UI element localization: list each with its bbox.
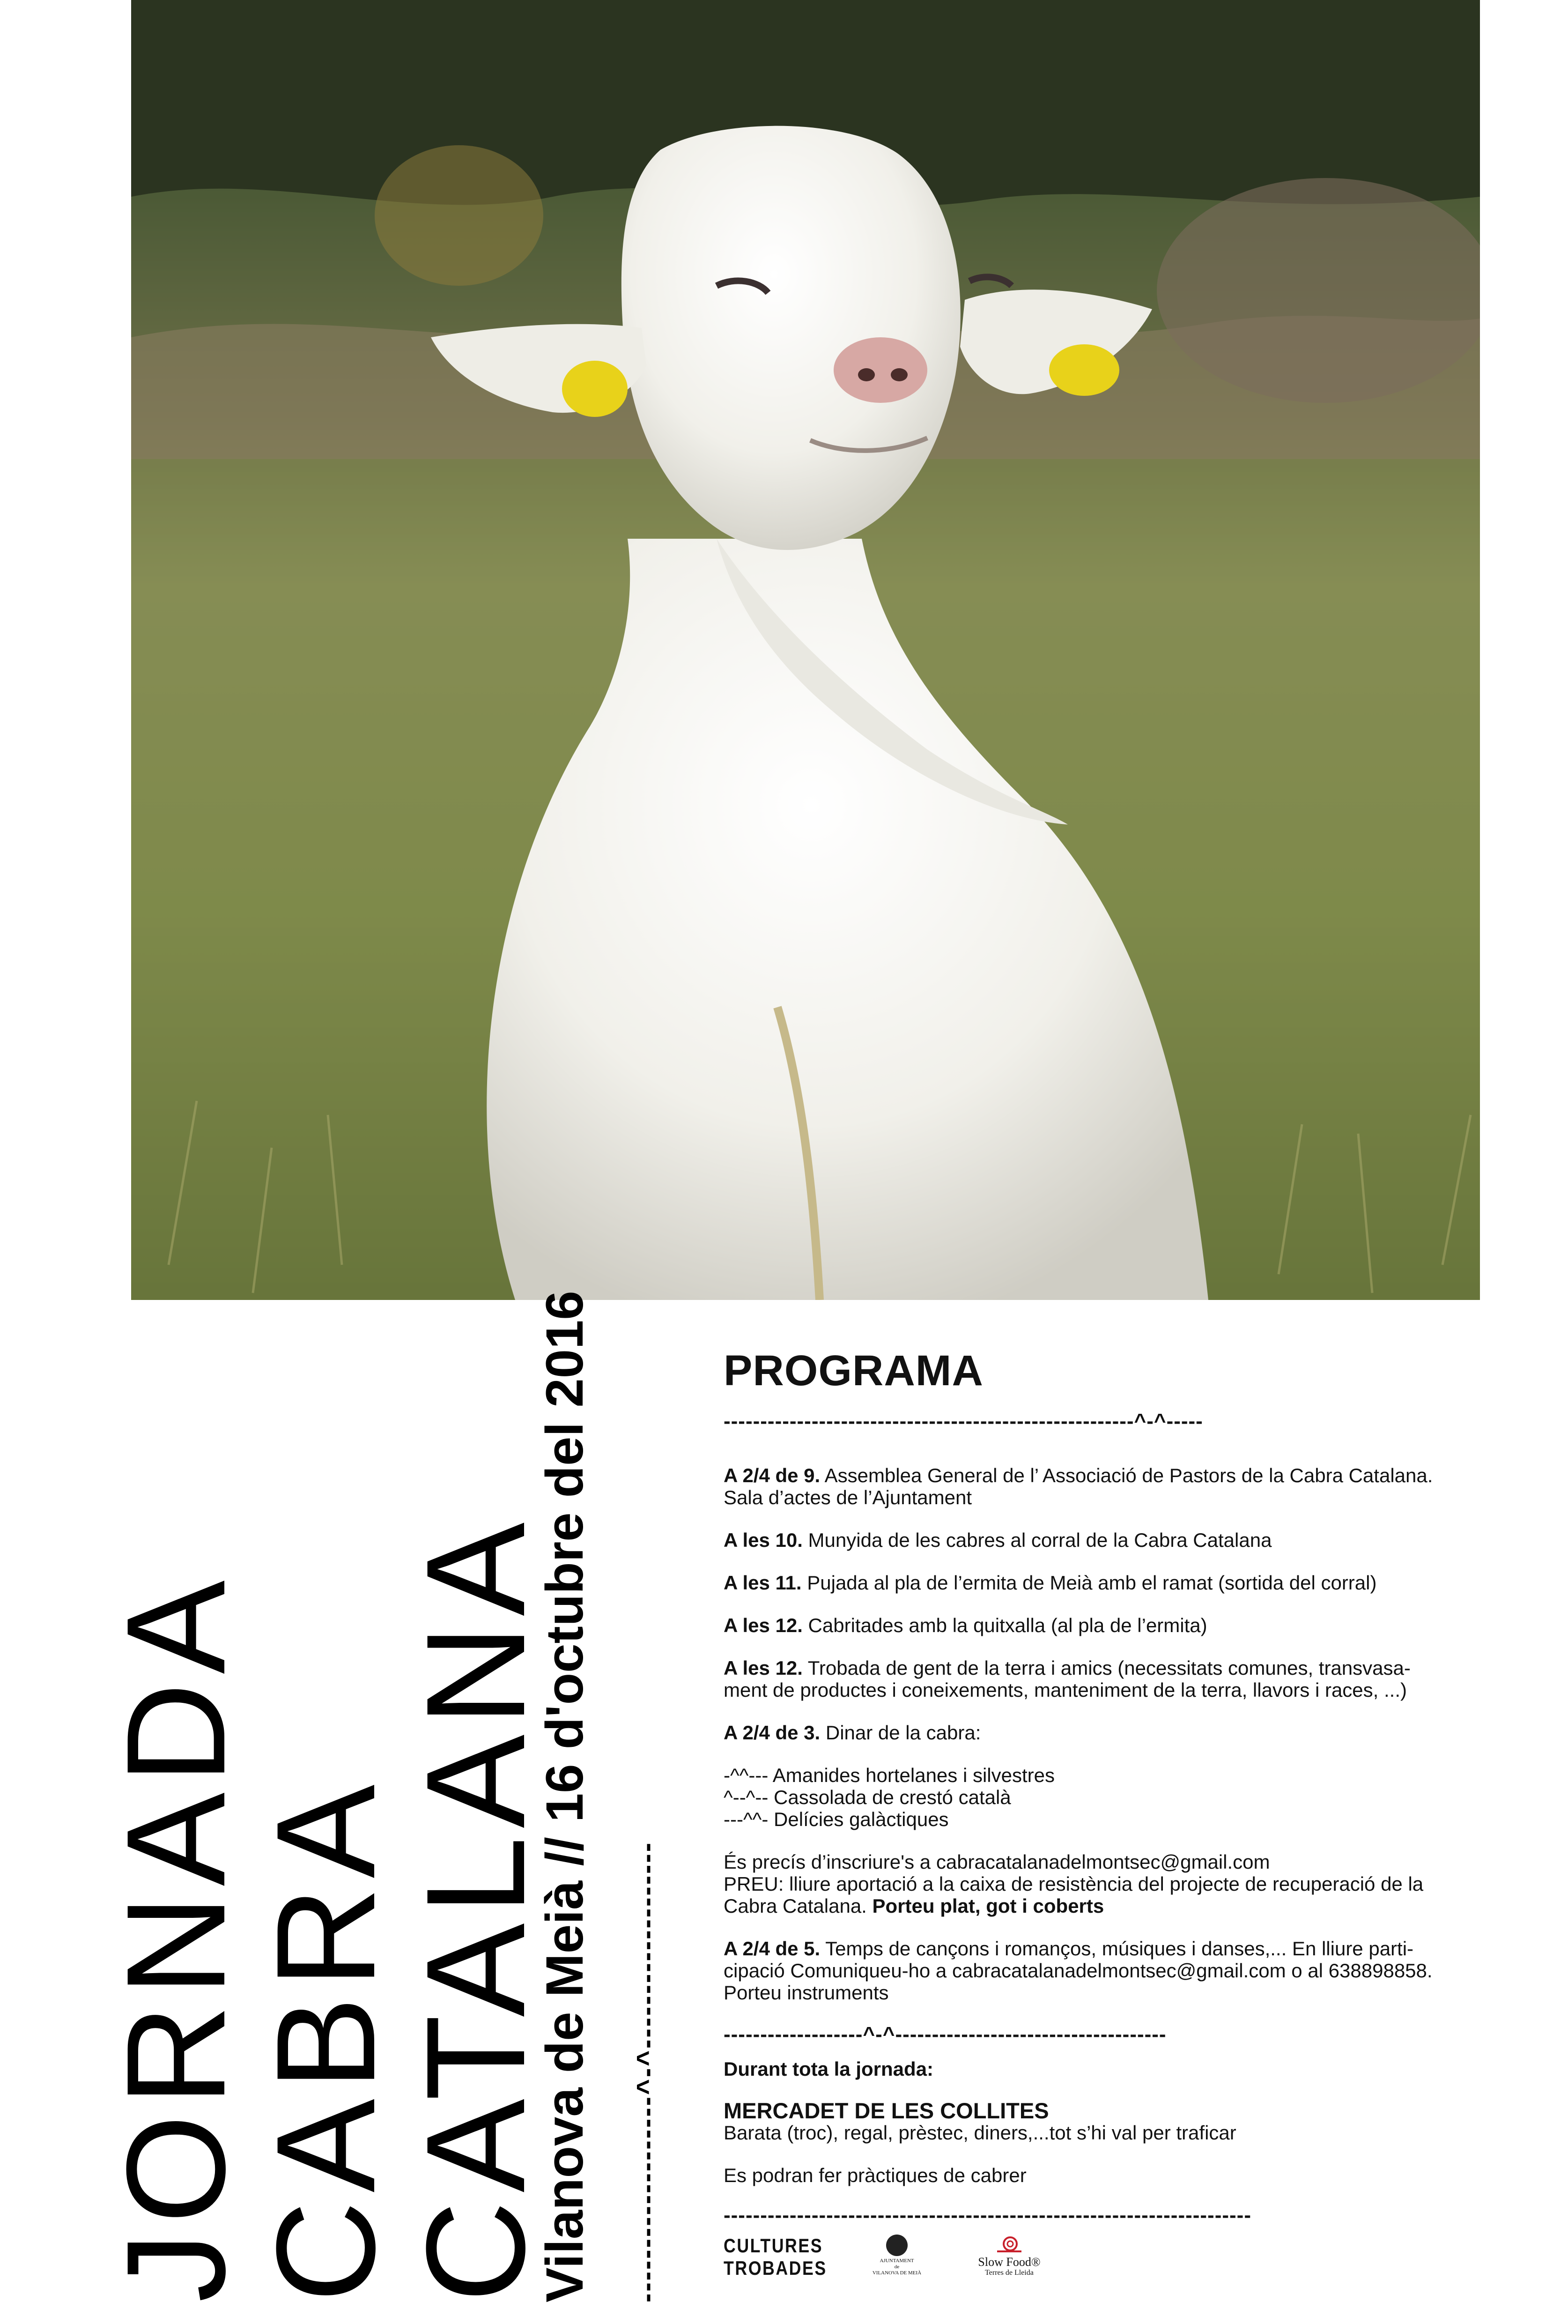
item-text-cont: cipació Comuniqueu-ho a cabracatalanadelmontsec@gmail.com o al 638898858. [724, 1960, 1433, 1982]
item-text: Cabritades amb la quitxalla (al pla de l’ermita) [802, 1614, 1207, 1636]
slow-food-name: Slow Food® [978, 2255, 1041, 2269]
title-line-cabra: CABRA [247, 1776, 404, 2302]
programme [724, 1349, 1496, 2226]
programme-item [724, 1722, 1496, 1744]
item-text-cont: Sala d’actes de l’Ajuntament [724, 1486, 972, 1508]
cultures-text: CULTURES [724, 2235, 823, 2257]
item-time: A 2/4 de 5. [724, 1938, 821, 1960]
vertical-separator: -------------------^-^------------------- [631, 1841, 662, 2302]
item-time: A 2/4 de 9. [724, 1464, 821, 1486]
all-day-heading: Durant tota la jornada: [724, 2058, 934, 2080]
divider-mid: -------------------^-^------------------------------------- [724, 2024, 1167, 2045]
registration-info [724, 1851, 1496, 1917]
menu-item: -^^--- Amanides hortelanes i silvestres [724, 1764, 1055, 1786]
item-text: Trobada de gent de la terra i amics (necessitats comunes, transvasa- [802, 1657, 1411, 1679]
programme-heading: PROGRAMA [724, 1347, 984, 1395]
menu-item: ---^^- Delícies galàctiques [724, 1808, 949, 1830]
town-seal-icon [886, 2235, 908, 2256]
place-date: Vilanova de Meià // 16 d'octubre del 2016 [535, 1291, 594, 2302]
item-text: Pujada al pla de l’ermita de Meià amb el ramat (sortida del corral) [801, 1572, 1377, 1594]
title-line-catalana: CATALANA [397, 1514, 554, 2302]
item-text: Temps de cançons i romanços, músiques i danses,... En lliure parti- [820, 1938, 1414, 1960]
ajuntament-logo [864, 2235, 930, 2276]
programme-item [724, 1657, 1496, 1701]
shepherd-practice-note: Es podran fer pràctiques de cabrer [724, 2164, 1027, 2186]
title-line-jornada: JORNADA [97, 1572, 254, 2302]
registration-email-line: És precís d’inscriure's a cabracatalanadelmontsec@gmail.com [724, 1851, 1270, 1873]
market-text: Barata (troc), regal, prèstec, diners,...tot s’hi val per traficar [724, 2122, 1236, 2144]
programme-item [724, 1572, 1496, 1594]
item-text: Dinar de la cabra: [820, 1722, 981, 1744]
menu-item: ^--^-- Cassolada de crestó català [724, 1786, 1011, 1808]
item-time: A 2/4 de 3. [724, 1722, 821, 1744]
slow-food-logo [958, 2235, 1061, 2277]
item-text: Munyida de les cabres al corral de la Cabra Catalana [802, 1529, 1272, 1551]
cultures-trobades-logo [724, 2235, 827, 2279]
ajuntament-line: AJUNTAMENT [880, 2258, 914, 2264]
ajuntament-line: VILANOVA DE MEIÀ [872, 2270, 922, 2276]
programme-item [724, 1614, 1496, 1636]
sponsor-logos [724, 2235, 1145, 2295]
item-time: A les 12. [724, 1614, 803, 1636]
item-text-cont: Porteu instruments [724, 1982, 889, 2004]
ajuntament-line: de [894, 2264, 900, 2270]
trobades-text: TROBADES [724, 2257, 827, 2279]
price-line: PREU: lliure aportació a la caixa de resistència del projecte de recuperació de la [724, 1873, 1424, 1895]
item-time: A les 12. [724, 1657, 803, 1679]
divider-bottom: ------------------------------------------------------------------------ [724, 2205, 1251, 2226]
bring-cutlery-note: Porteu plat, got i coberts [866, 1895, 1104, 1917]
item-text: Assemblea General de l’ Associació de Pastors de la Cabra Catalana. [820, 1464, 1433, 1486]
market-title: MERCADET DE LES COLLITES [724, 2098, 1049, 2123]
snail-icon [995, 2235, 1023, 2253]
goat-photo [131, 0, 1480, 1300]
lunch-menu [724, 1764, 1496, 1830]
programme-item [724, 1938, 1496, 2004]
item-time: A les 11. [724, 1572, 802, 1594]
programme-item [724, 1529, 1496, 1551]
programme-item [724, 1464, 1496, 1508]
item-text-cont: ment de productes i coneixements, manteniment de la terra, llavors i races, ...) [724, 1679, 1407, 1701]
divider-top: --------------------------------------------------------^-^----- [724, 1411, 1203, 1432]
price-line-cont: Cabra Catalana. [724, 1895, 867, 1917]
item-time: A les 10. [724, 1529, 803, 1551]
slow-food-sub: Terres de Lleida [985, 2269, 1034, 2277]
